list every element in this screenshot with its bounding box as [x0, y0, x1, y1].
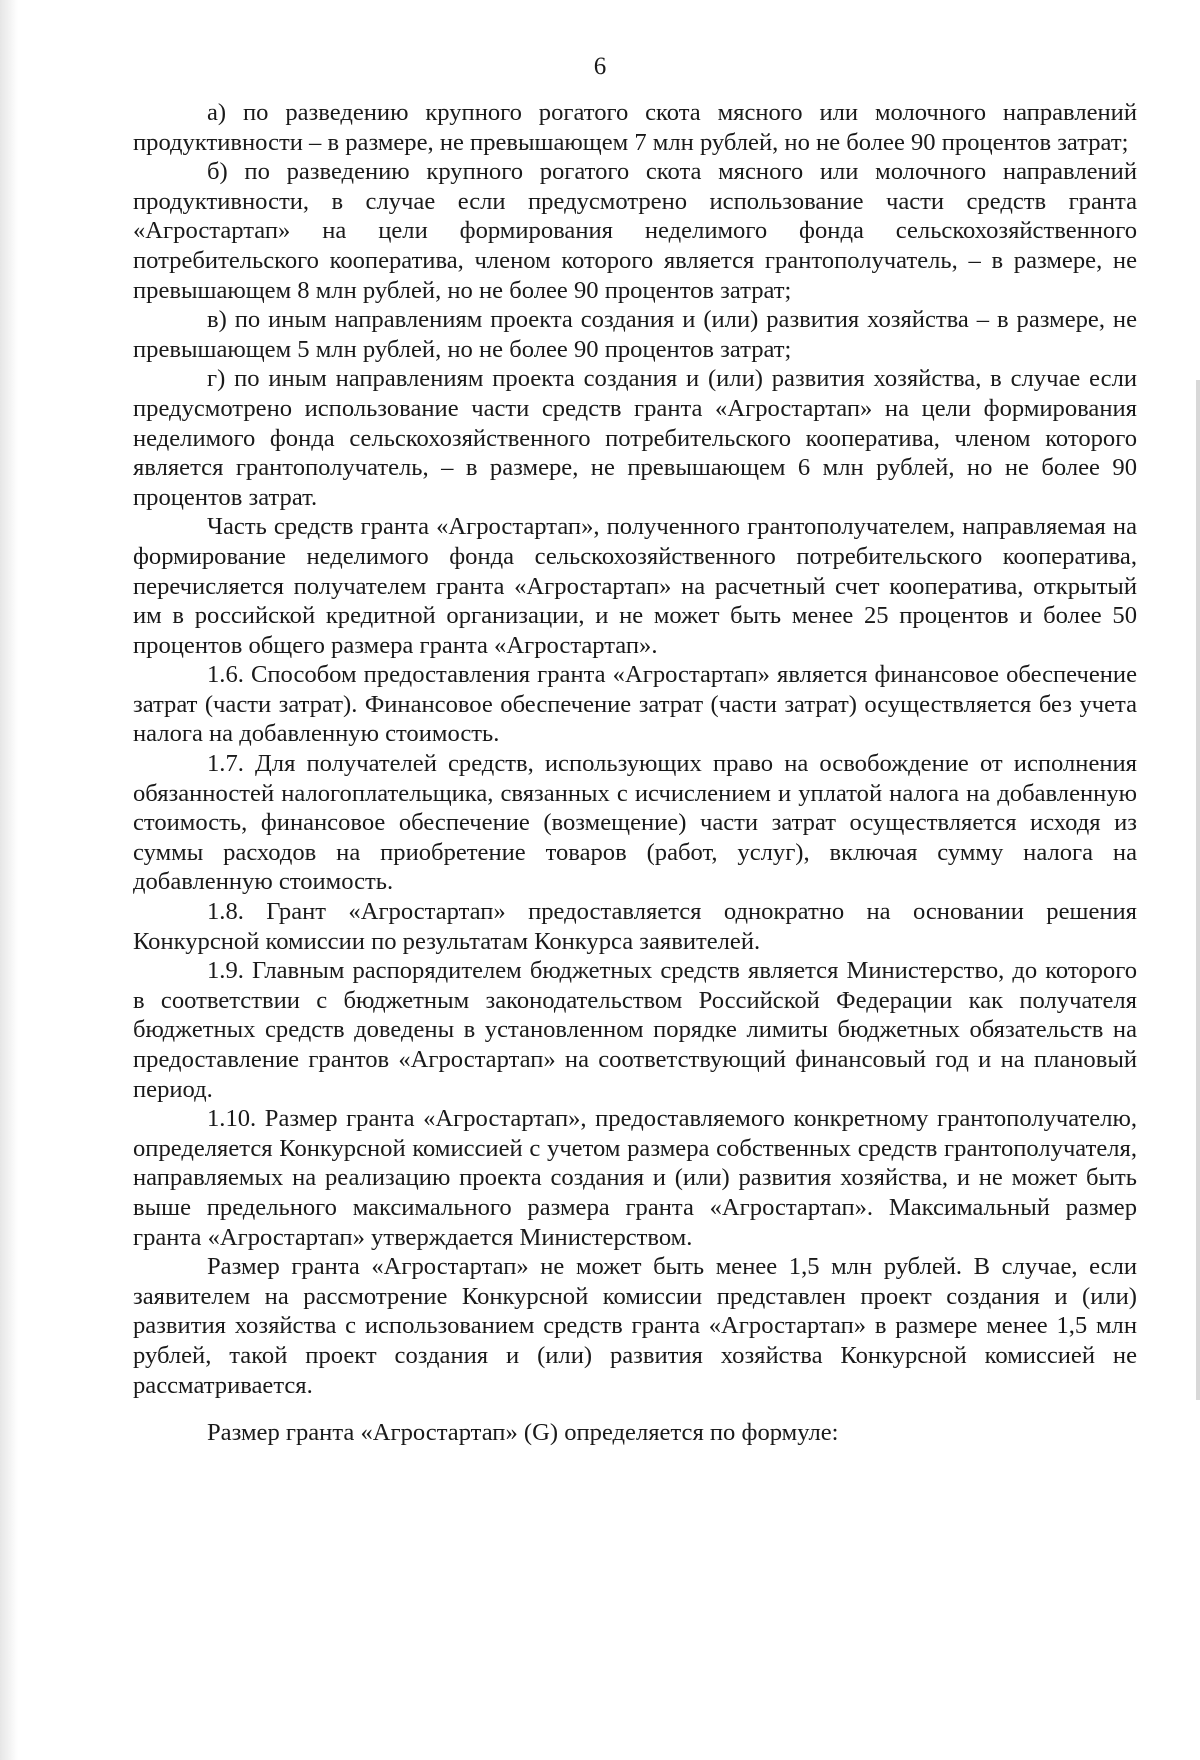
paragraph-1-7: 1.7. Для получателей средств, использующих право на освобождение от исполнения обязанностей налогоплательщика, связанных с исчислением и уплатой налога на добавленную стоимость, финансовое обеспечение (возмещение) части затрат осуществляется исходя из суммы расходов на приобретение товаров (работ, услуг), включая сумму налога на добавленную стоимость. — [133, 750, 1137, 896]
document-body — [133, 98, 1137, 1448]
paragraph-item-b: б) по разведению крупного рогатого скота мясного или молочного направлений продуктивности, в случае если предусмотрено использование части средств гранта «Агростартап» на цели формирования неделимого фонда сельскохозяйственного потребительского кооператива, членом которого является грантополучатель, – в размере, не превышающем 8 млн рублей, но не более 90 процентов затрат; — [133, 158, 1137, 304]
paragraph-indivisible-fund-share: Часть средств гранта «Агростартап», полученного грантополучателем, направляемая на формирование неделимого фонда сельскохозяйственного потребительского кооператива, перечисляется получателем гранта «Агростартап» на расчетный счет кооператива, открытый им в российской кредитной организации, и не может быть менее 25 процентов и более 50 процентов общего размера гранта «Агростартап». — [133, 513, 1137, 659]
scan-edge-line — [1196, 380, 1200, 1400]
paragraph-item-a: а) по разведению крупного рогатого скота мясного или молочного направлений продуктивности – в размере, не превышающем 7 млн рублей, но не более 90 процентов затрат; — [133, 99, 1137, 156]
page-number: 6 — [593, 53, 607, 80]
paragraph-formula-intro: Размер гранта «Агростартап» (G) определяется по формуле: — [207, 1419, 839, 1447]
paragraph-1-10: 1.10. Размер гранта «Агростартап», предоставляемого конкретному грантополучателю, определяется Конкурсной комиссией с учетом размера собственных средств грантополучателя, направляемых на реализацию проекта создания и (или) развития хозяйства, и не может быть выше предельного максимального размера гранта «Агростартап». Максимальный размер гранта «Агростартап» утверждается Министерством. — [133, 1105, 1137, 1251]
paragraph-item-g: г) по иным направлениям проекта создания и (или) развития хозяйства, в случае если предусмотрено использование части средств гранта «Агростартап» на цели формирования неделимого фонда сельскохозяйственного потребительского кооператива, членом которого является грантополучатель, – в размере, не превышающем 6 млн рублей, но не более 90 процентов затрат. — [133, 365, 1137, 511]
paragraph-item-v: в) по иным направлениям проекта создания и (или) развития хозяйства – в размере, не превышающем 5 млн рублей, но не более 90 процентов затрат; — [133, 306, 1137, 363]
paragraph-1-8: 1.8. Грант «Агростартап» предоставляется однократно на основании решения Конкурсной комиссии по результатам Конкурса заявителей. — [133, 898, 1137, 955]
paragraph-1-6: 1.6. Способом предоставления гранта «Агростартап» является финансовое обеспечение затрат (части затрат). Финансовое обеспечение затрат (части затрат) осуществляется без учета налога на добавленную стоимость. — [133, 661, 1137, 748]
paragraph-1-9: 1.9. Главным распорядителем бюджетных средств является Министерство, до которого в соответствии с бюджетным законодательством Российской Федерации как получателя бюджетных средств доведены в установленном порядке лимиты бюджетных обязательств на предоставление грантов «Агростартап» на соответствующий финансовый год и на плановый период. — [133, 957, 1137, 1103]
paragraph-minimum-grant: Размер гранта «Агростартап» не может быть менее 1,5 млн рублей. В случае, если заявителем на рассмотрение Конкурсной комиссии представлен проект создания и (или) развития хозяйства с использованием средств гранта «Агростартап» в размере менее 1,5 млн рублей, такой проект создания и (или) развития хозяйства Конкурсной комиссией не рассматривается. — [133, 1253, 1137, 1399]
scan-edge-shadow — [0, 0, 18, 1760]
